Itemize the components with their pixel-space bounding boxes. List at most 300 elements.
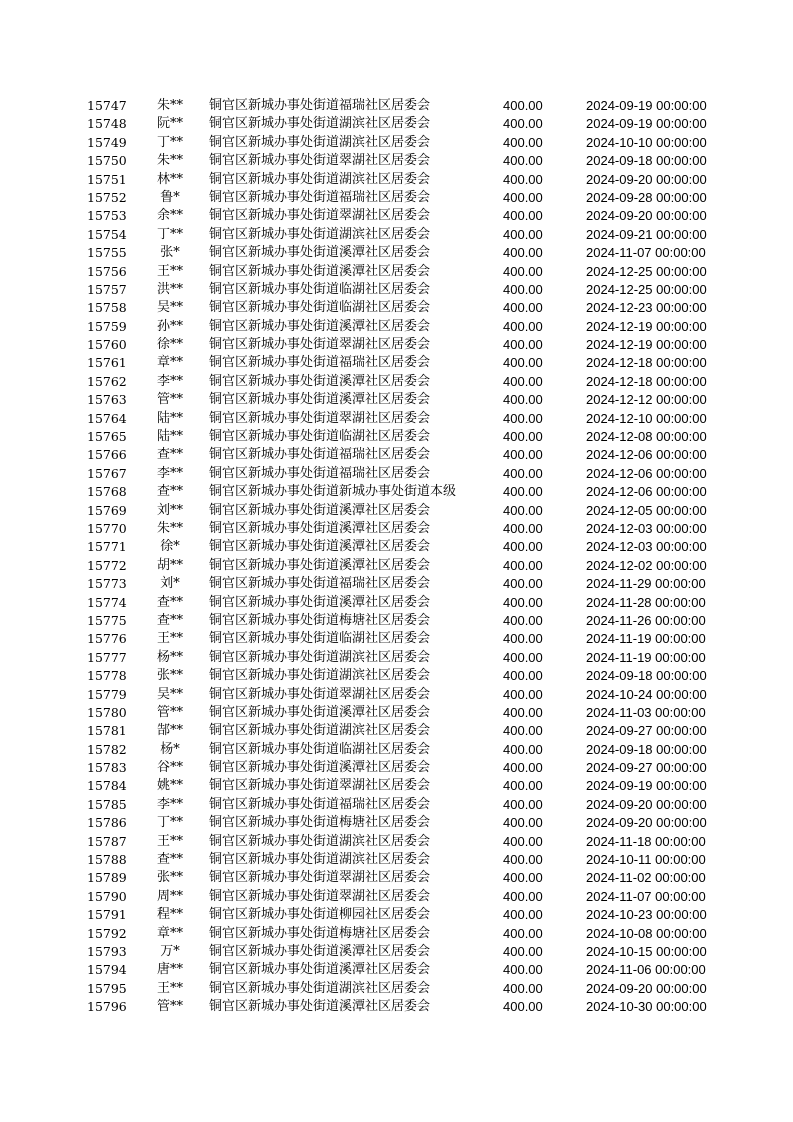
- amount-cell: 400.00: [503, 208, 543, 224]
- record-id-cell: 15747: [87, 98, 127, 113]
- amount-cell: 400.00: [503, 760, 543, 776]
- table-row: [0, 925, 793, 943]
- record-id-cell: 15784: [87, 778, 127, 794]
- amount-cell: 400.00: [503, 796, 543, 812]
- organization-cell: 铜官区新城办事处街道溪潭社区居委会: [209, 318, 431, 334]
- organization-cell: 铜官区新城办事处街道翠湖社区居委会: [209, 686, 431, 702]
- name-cell: 徐*: [160, 539, 180, 555]
- date-cell: 2024-12-18 00:00:00: [586, 355, 707, 371]
- record-id-cell: 15779: [87, 686, 127, 702]
- organization-cell: 铜官区新城办事处街道福瑞社区居委会: [209, 576, 431, 592]
- organization-cell: 铜官区新城办事处街道临湖社区居委会: [209, 741, 431, 757]
- record-id-cell: 15773: [87, 576, 127, 592]
- table-row: [0, 115, 793, 133]
- amount-cell: 400.00: [503, 189, 543, 205]
- organization-cell: 铜官区新城办事处街道福瑞社区居委会: [209, 465, 431, 481]
- record-id-cell: 15785: [87, 796, 127, 812]
- amount-cell: 400.00: [503, 429, 543, 445]
- record-id-cell: 15765: [87, 429, 127, 445]
- date-cell: 2024-11-19 00:00:00: [586, 649, 706, 665]
- name-cell: 朱**: [156, 520, 183, 536]
- table-row: [0, 373, 793, 391]
- date-cell: 2024-12-06 00:00:00: [586, 447, 707, 463]
- amount-cell: 400.00: [503, 539, 543, 555]
- table-row: [0, 630, 793, 648]
- name-cell: 吴**: [156, 686, 183, 702]
- record-id-cell: 15768: [87, 484, 127, 500]
- date-cell: 2024-11-26 00:00:00: [586, 612, 706, 628]
- name-cell: 李**: [156, 465, 183, 481]
- table-row: [0, 538, 793, 556]
- table-row: [0, 226, 793, 244]
- table-row: [0, 318, 793, 336]
- name-cell: 王**: [156, 631, 183, 647]
- date-cell: 2024-10-10 00:00:00: [586, 134, 707, 150]
- date-cell: 2024-12-23 00:00:00: [586, 300, 707, 316]
- date-cell: 2024-09-18 00:00:00: [586, 153, 707, 169]
- table-row: [0, 281, 793, 299]
- organization-cell: 铜官区新城办事处街道湖滨社区居委会: [209, 649, 431, 665]
- name-cell: 王**: [156, 833, 183, 849]
- date-cell: 2024-09-28 00:00:00: [586, 189, 707, 205]
- table-row: [0, 686, 793, 704]
- record-id-cell: 15764: [87, 410, 127, 426]
- name-cell: 张*: [160, 245, 180, 261]
- date-cell: 2024-09-20 00:00:00: [586, 980, 707, 996]
- date-cell: 2024-10-23 00:00:00: [586, 907, 707, 923]
- organization-cell: 铜官区新城办事处街道湖滨社区居委会: [209, 171, 431, 187]
- record-id-cell: 15794: [87, 962, 127, 978]
- amount-cell: 400.00: [503, 631, 543, 647]
- date-cell: 2024-11-03 00:00:00: [586, 704, 706, 720]
- date-cell: 2024-09-19 00:00:00: [586, 98, 707, 113]
- table-row: [0, 814, 793, 832]
- organization-cell: 铜官区新城办事处街道临湖社区居委会: [209, 281, 431, 297]
- name-cell: 郜**: [156, 723, 183, 739]
- amount-cell: 400.00: [503, 263, 543, 279]
- organization-cell: 铜官区新城办事处街道翠湖社区居委会: [209, 337, 431, 353]
- amount-cell: 400.00: [503, 815, 543, 831]
- record-id-cell: 15755: [87, 245, 127, 261]
- date-cell: 2024-12-05 00:00:00: [586, 502, 707, 518]
- amount-cell: 400.00: [503, 925, 543, 941]
- name-cell: 章**: [156, 355, 183, 371]
- name-cell: 刘*: [160, 576, 180, 592]
- amount-cell: 400.00: [503, 245, 543, 261]
- organization-cell: 铜官区新城办事处街道溪潭社区居委会: [209, 245, 431, 261]
- date-cell: 2024-12-25 00:00:00: [586, 263, 707, 279]
- table-row: [0, 428, 793, 446]
- organization-cell: 铜官区新城办事处街道溪潭社区居委会: [209, 539, 431, 555]
- name-cell: 管**: [156, 999, 183, 1015]
- record-id-cell: 15790: [87, 888, 127, 904]
- name-cell: 阮**: [156, 116, 183, 132]
- table-row: [0, 888, 793, 906]
- name-cell: 查**: [156, 447, 183, 463]
- table-row: [0, 134, 793, 152]
- organization-cell: 铜官区新城办事处街道湖滨社区居委会: [209, 668, 431, 684]
- name-cell: 万*: [160, 943, 180, 959]
- organization-cell: 铜官区新城办事处街道梅塘社区居委会: [209, 612, 431, 628]
- date-cell: 2024-09-20 00:00:00: [586, 796, 707, 812]
- table-row: [0, 410, 793, 428]
- record-id-cell: 15786: [87, 815, 127, 831]
- name-cell: 吴**: [156, 300, 183, 316]
- name-cell: 姚**: [156, 778, 183, 794]
- name-cell: 查**: [156, 594, 183, 610]
- amount-cell: 400.00: [503, 557, 543, 573]
- organization-cell: 铜官区新城办事处街道湖滨社区居委会: [209, 852, 431, 868]
- table-row: [0, 943, 793, 961]
- record-id-cell: 15769: [87, 502, 127, 518]
- table-row: [0, 777, 793, 795]
- record-id-cell: 15778: [87, 668, 127, 684]
- date-cell: 2024-11-07 00:00:00: [586, 888, 706, 904]
- name-cell: 丁**: [156, 815, 183, 831]
- table-row: [0, 263, 793, 281]
- amount-cell: 400.00: [503, 668, 543, 684]
- organization-cell: 铜官区新城办事处街道梅塘社区居委会: [209, 925, 431, 941]
- amount-cell: 400.00: [503, 373, 543, 389]
- organization-cell: 铜官区新城办事处街道湖滨社区居委会: [209, 723, 431, 739]
- amount-cell: 400.00: [503, 98, 543, 113]
- name-cell: 周**: [156, 888, 183, 904]
- date-cell: 2024-11-07 00:00:00: [586, 245, 706, 261]
- table-row: [0, 869, 793, 887]
- name-cell: 杨**: [156, 649, 183, 665]
- amount-cell: 400.00: [503, 907, 543, 923]
- name-cell: 丁**: [156, 226, 183, 242]
- date-cell: 2024-12-25 00:00:00: [586, 281, 707, 297]
- organization-cell: 铜官区新城办事处街道溪潭社区居委会: [209, 557, 431, 573]
- date-cell: 2024-12-19 00:00:00: [586, 318, 707, 334]
- record-id-cell: 15752: [87, 189, 127, 205]
- record-id-cell: 15758: [87, 300, 127, 316]
- date-cell: 2024-12-10 00:00:00: [586, 410, 707, 426]
- table-row: [0, 446, 793, 464]
- organization-cell: 铜官区新城办事处街道溪潭社区居委会: [209, 594, 431, 610]
- record-id-cell: 15783: [87, 760, 127, 776]
- name-cell: 孙**: [156, 318, 183, 334]
- table-row: [0, 336, 793, 354]
- amount-cell: 400.00: [503, 116, 543, 132]
- date-cell: 2024-12-03 00:00:00: [586, 520, 707, 536]
- date-cell: 2024-11-18 00:00:00: [586, 833, 706, 849]
- amount-cell: 400.00: [503, 686, 543, 702]
- date-cell: 2024-12-19 00:00:00: [586, 337, 707, 353]
- table-row: [0, 667, 793, 685]
- name-cell: 鲁*: [160, 189, 180, 205]
- name-cell: 洪**: [156, 281, 183, 297]
- organization-cell: 铜官区新城办事处街道溪潭社区居委会: [209, 263, 431, 279]
- table-row: [0, 980, 793, 998]
- table-row: [0, 465, 793, 483]
- record-id-cell: 15793: [87, 943, 127, 959]
- organization-cell: 铜官区新城办事处街道翠湖社区居委会: [209, 778, 431, 794]
- organization-cell: 铜官区新城办事处街道临湖社区居委会: [209, 631, 431, 647]
- amount-cell: 400.00: [503, 704, 543, 720]
- organization-cell: 铜官区新城办事处街道溪潭社区居委会: [209, 760, 431, 776]
- organization-cell: 铜官区新城办事处街道福瑞社区居委会: [209, 98, 431, 113]
- amount-cell: 400.00: [503, 392, 543, 408]
- table-row: [0, 759, 793, 777]
- amount-cell: 400.00: [503, 465, 543, 481]
- date-cell: 2024-11-28 00:00:00: [586, 594, 706, 610]
- record-id-cell: 15787: [87, 833, 127, 849]
- organization-cell: 铜官区新城办事处街道湖滨社区居委会: [209, 833, 431, 849]
- record-id-cell: 15792: [87, 925, 127, 941]
- name-cell: 管**: [156, 704, 183, 720]
- date-cell: 2024-11-19 00:00:00: [586, 631, 706, 647]
- organization-cell: 铜官区新城办事处街道湖滨社区居委会: [209, 116, 431, 132]
- table-row: [0, 722, 793, 740]
- record-id-cell: 15763: [87, 392, 127, 408]
- amount-cell: 400.00: [503, 741, 543, 757]
- amount-cell: 400.00: [503, 300, 543, 316]
- record-id-cell: 15748: [87, 116, 127, 132]
- table-row: [0, 502, 793, 520]
- record-id-cell: 15771: [87, 539, 127, 555]
- organization-cell: 铜官区新城办事处街道翠湖社区居委会: [209, 153, 431, 169]
- organization-cell: 铜官区新城办事处街道临湖社区居委会: [209, 429, 431, 445]
- amount-cell: 400.00: [503, 171, 543, 187]
- name-cell: 丁**: [156, 134, 183, 150]
- record-id-cell: 15775: [87, 612, 127, 628]
- amount-cell: 400.00: [503, 502, 543, 518]
- record-id-cell: 15776: [87, 631, 127, 647]
- table-row: [0, 391, 793, 409]
- organization-cell: 铜官区新城办事处街道翠湖社区居委会: [209, 870, 431, 886]
- table-row: [0, 152, 793, 170]
- organization-cell: 铜官区新城办事处街道柳园社区居委会: [209, 907, 431, 923]
- date-cell: 2024-12-08 00:00:00: [586, 429, 707, 445]
- date-cell: 2024-10-30 00:00:00: [586, 999, 707, 1015]
- record-id-cell: 15774: [87, 594, 127, 610]
- amount-cell: 400.00: [503, 318, 543, 334]
- amount-cell: 400.00: [503, 833, 543, 849]
- record-id-cell: 15795: [87, 980, 127, 996]
- organization-cell: 铜官区新城办事处街道翠湖社区居委会: [209, 888, 431, 904]
- amount-cell: 400.00: [503, 153, 543, 169]
- organization-cell: 铜官区新城办事处街道湖滨社区居委会: [209, 226, 431, 242]
- amount-cell: 400.00: [503, 999, 543, 1015]
- table-row: [0, 189, 793, 207]
- record-id-cell: 15759: [87, 318, 127, 334]
- table-row: [0, 207, 793, 225]
- name-cell: 林**: [156, 171, 183, 187]
- amount-cell: 400.00: [503, 484, 543, 500]
- record-id-cell: 15770: [87, 520, 127, 536]
- organization-cell: 铜官区新城办事处街道溪潭社区居委会: [209, 392, 431, 408]
- table-row: [0, 244, 793, 262]
- organization-cell: 铜官区新城办事处街道溪潭社区居委会: [209, 502, 431, 518]
- record-id-cell: 15777: [87, 649, 127, 665]
- record-id-cell: 15750: [87, 153, 127, 169]
- amount-cell: 400.00: [503, 410, 543, 426]
- record-id-cell: 15756: [87, 263, 127, 279]
- organization-cell: 铜官区新城办事处街道溪潭社区居委会: [209, 943, 431, 959]
- amount-cell: 400.00: [503, 943, 543, 959]
- date-cell: 2024-09-20 00:00:00: [586, 171, 707, 187]
- table-row: [0, 961, 793, 979]
- date-cell: 2024-12-03 00:00:00: [586, 539, 707, 555]
- name-cell: 朱**: [156, 98, 183, 113]
- date-cell: 2024-10-24 00:00:00: [586, 686, 707, 702]
- record-id-cell: 15766: [87, 447, 127, 463]
- amount-cell: 400.00: [503, 337, 543, 353]
- amount-cell: 400.00: [503, 649, 543, 665]
- table-row: [0, 704, 793, 722]
- date-cell: 2024-11-29 00:00:00: [586, 576, 706, 592]
- date-cell: 2024-09-19 00:00:00: [586, 116, 707, 132]
- date-cell: 2024-09-18 00:00:00: [586, 741, 707, 757]
- name-cell: 查**: [156, 484, 183, 500]
- name-cell: 李**: [156, 373, 183, 389]
- name-cell: 胡**: [156, 557, 183, 573]
- record-id-cell: 15762: [87, 373, 127, 389]
- table-row: [0, 796, 793, 814]
- table-row: [0, 649, 793, 667]
- organization-cell: 铜官区新城办事处街道福瑞社区居委会: [209, 447, 431, 463]
- amount-cell: 400.00: [503, 447, 543, 463]
- organization-cell: 铜官区新城办事处街道福瑞社区居委会: [209, 189, 431, 205]
- table-row: [0, 520, 793, 538]
- record-id-cell: 15760: [87, 337, 127, 353]
- date-cell: 2024-12-02 00:00:00: [586, 557, 707, 573]
- record-id-cell: 15791: [87, 907, 127, 923]
- date-cell: 2024-12-18 00:00:00: [586, 373, 707, 389]
- name-cell: 朱**: [156, 153, 183, 169]
- date-cell: 2024-09-18 00:00:00: [586, 668, 707, 684]
- name-cell: 张**: [156, 870, 183, 886]
- amount-cell: 400.00: [503, 852, 543, 868]
- amount-cell: 400.00: [503, 594, 543, 610]
- organization-cell: 铜官区新城办事处街道溪潭社区居委会: [209, 704, 431, 720]
- name-cell: 唐**: [156, 962, 183, 978]
- table-row: [0, 833, 793, 851]
- table-row: [0, 557, 793, 575]
- organization-cell: 铜官区新城办事处街道翠湖社区居委会: [209, 208, 431, 224]
- name-cell: 陆**: [156, 410, 183, 426]
- name-cell: 刘**: [156, 502, 183, 518]
- date-cell: 2024-10-15 00:00:00: [586, 943, 707, 959]
- name-cell: 李**: [156, 796, 183, 812]
- date-cell: 2024-09-27 00:00:00: [586, 723, 707, 739]
- table-row: [0, 906, 793, 924]
- amount-cell: 400.00: [503, 520, 543, 536]
- organization-cell: 铜官区新城办事处街道溪潭社区居委会: [209, 520, 431, 536]
- table-row: [0, 851, 793, 869]
- record-id-cell: 15753: [87, 208, 127, 224]
- name-cell: 管**: [156, 392, 183, 408]
- table-row: [0, 171, 793, 189]
- table-row: [0, 299, 793, 317]
- organization-cell: 铜官区新城办事处街道湖滨社区居委会: [209, 134, 431, 150]
- name-cell: 杨*: [160, 741, 180, 757]
- name-cell: 徐**: [156, 337, 183, 353]
- date-cell: 2024-09-20 00:00:00: [586, 815, 707, 831]
- organization-cell: 铜官区新城办事处街道溪潭社区居委会: [209, 999, 431, 1015]
- name-cell: 谷**: [156, 760, 183, 776]
- name-cell: 王**: [156, 263, 183, 279]
- amount-cell: 400.00: [503, 281, 543, 297]
- record-id-cell: 15782: [87, 741, 127, 757]
- amount-cell: 400.00: [503, 870, 543, 886]
- table-row: [0, 741, 793, 759]
- record-id-cell: 15789: [87, 870, 127, 886]
- table-row: [0, 612, 793, 630]
- amount-cell: 400.00: [503, 980, 543, 996]
- name-cell: 程**: [156, 907, 183, 923]
- organization-cell: 铜官区新城办事处街道翠湖社区居委会: [209, 410, 431, 426]
- amount-cell: 400.00: [503, 226, 543, 242]
- name-cell: 张**: [156, 668, 183, 684]
- table-row: [0, 594, 793, 612]
- name-cell: 查**: [156, 612, 183, 628]
- record-id-cell: 15754: [87, 226, 127, 242]
- organization-cell: 铜官区新城办事处街道溪潭社区居委会: [209, 962, 431, 978]
- record-id-cell: 15751: [87, 171, 127, 187]
- amount-cell: 400.00: [503, 888, 543, 904]
- organization-cell: 铜官区新城办事处街道福瑞社区居委会: [209, 796, 431, 812]
- organization-cell: 铜官区新城办事处街道梅塘社区居委会: [209, 815, 431, 831]
- date-cell: 2024-09-19 00:00:00: [586, 778, 707, 794]
- data-table: [0, 97, 793, 1017]
- date-cell: 2024-09-20 00:00:00: [586, 208, 707, 224]
- record-id-cell: 15749: [87, 134, 127, 150]
- amount-cell: 400.00: [503, 134, 543, 150]
- organization-cell: 铜官区新城办事处街道临湖社区居委会: [209, 300, 431, 316]
- name-cell: 陆**: [156, 429, 183, 445]
- organization-cell: 铜官区新城办事处街道福瑞社区居委会: [209, 355, 431, 371]
- table-row: [0, 998, 793, 1016]
- amount-cell: 400.00: [503, 576, 543, 592]
- organization-cell: 铜官区新城办事处街道溪潭社区居委会: [209, 373, 431, 389]
- record-id-cell: 15757: [87, 281, 127, 297]
- table-row: [0, 575, 793, 593]
- date-cell: 2024-10-11 00:00:00: [586, 852, 706, 868]
- table-row: [0, 97, 793, 115]
- organization-cell: 铜官区新城办事处街道湖滨社区居委会: [209, 980, 431, 996]
- date-cell: 2024-09-21 00:00:00: [586, 226, 707, 242]
- date-cell: 2024-12-06 00:00:00: [586, 484, 707, 500]
- amount-cell: 400.00: [503, 962, 543, 978]
- name-cell: 王**: [156, 980, 183, 996]
- date-cell: 2024-12-12 00:00:00: [586, 392, 707, 408]
- amount-cell: 400.00: [503, 355, 543, 371]
- name-cell: 查**: [156, 852, 183, 868]
- table-row: [0, 354, 793, 372]
- name-cell: 余**: [156, 208, 183, 224]
- date-cell: 2024-10-08 00:00:00: [586, 925, 707, 941]
- date-cell: 2024-12-06 00:00:00: [586, 465, 707, 481]
- date-cell: 2024-11-06 00:00:00: [586, 962, 706, 978]
- record-id-cell: 15761: [87, 355, 127, 371]
- record-id-cell: 15788: [87, 852, 127, 868]
- date-cell: 2024-09-27 00:00:00: [586, 760, 707, 776]
- amount-cell: 400.00: [503, 778, 543, 794]
- organization-cell: 铜官区新城办事处街道新城办事处街道本级: [209, 484, 457, 500]
- record-id-cell: 15780: [87, 704, 127, 720]
- amount-cell: 400.00: [503, 612, 543, 628]
- table-row: [0, 483, 793, 501]
- name-cell: 章**: [156, 925, 183, 941]
- record-id-cell: 15796: [87, 999, 127, 1015]
- record-id-cell: 15781: [87, 723, 127, 739]
- record-id-cell: 15772: [87, 557, 127, 573]
- date-cell: 2024-11-02 00:00:00: [586, 870, 706, 886]
- amount-cell: 400.00: [503, 723, 543, 739]
